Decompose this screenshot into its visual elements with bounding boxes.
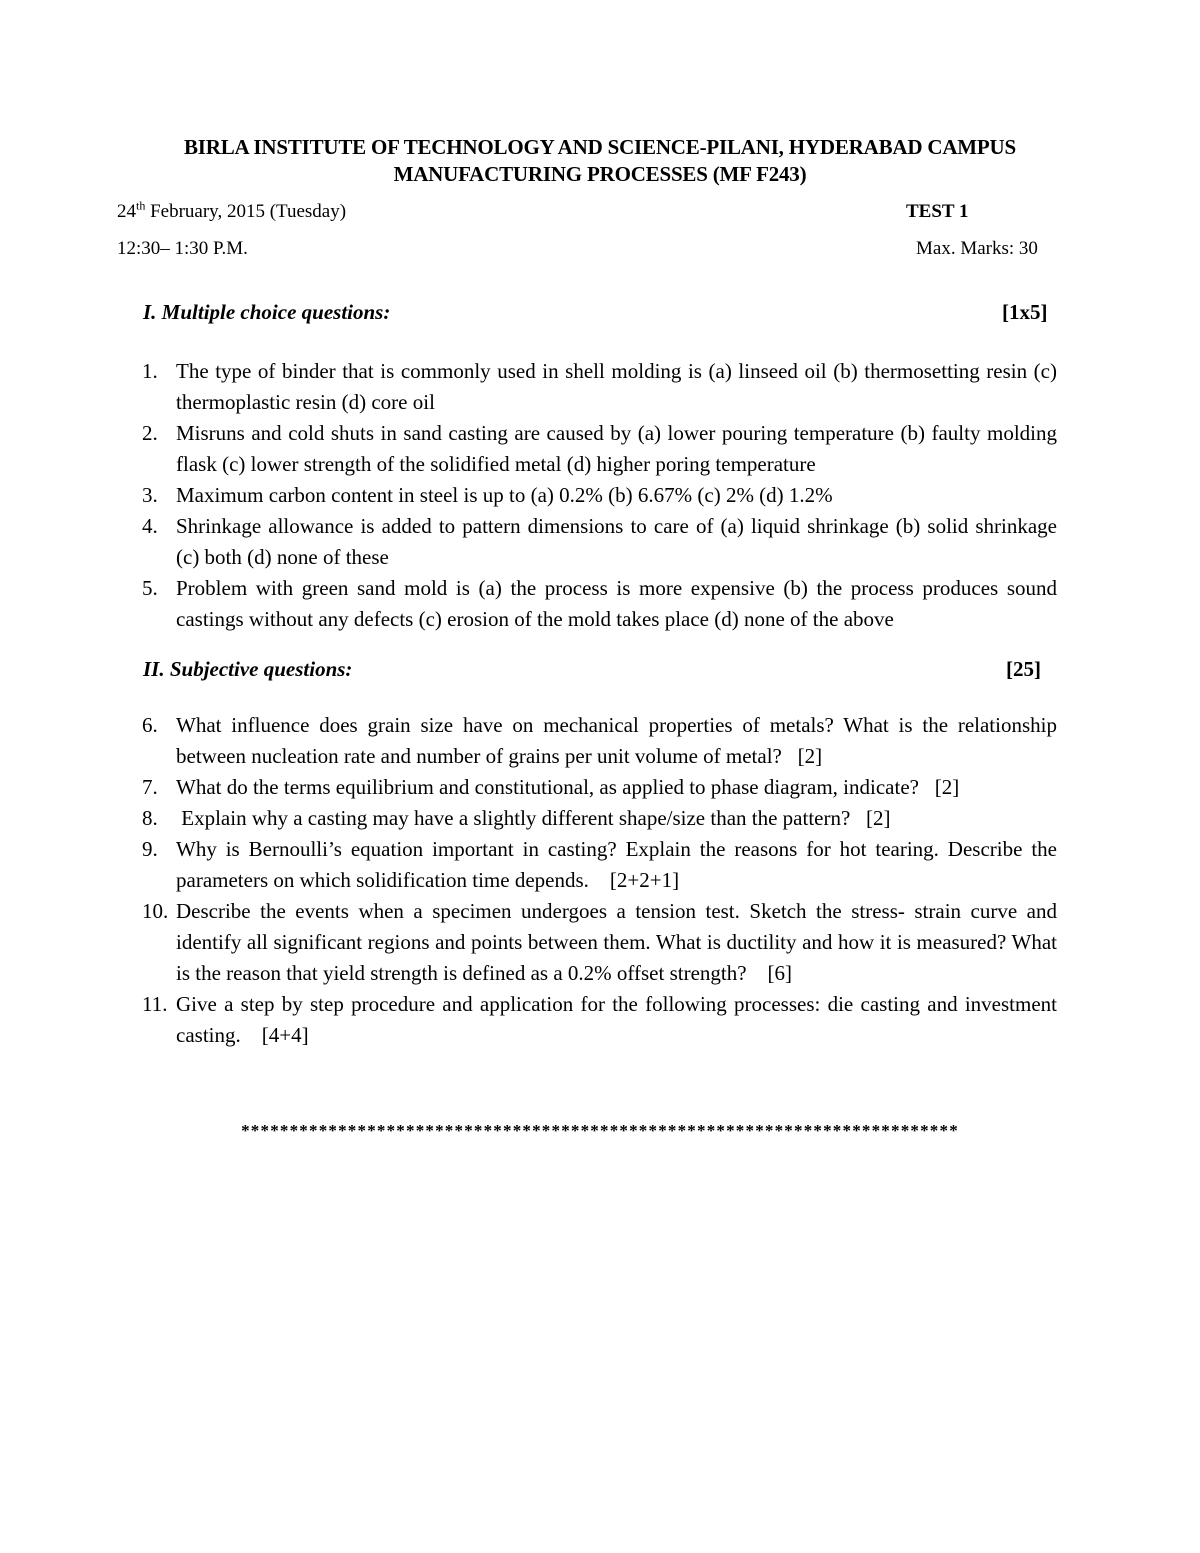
question-text: What influence does grain size have on mechanical properties of metals? What is the relationship between nucleation rate and number of grains per unit volume of metal? [2]	[176, 713, 1063, 768]
question-item	[0, 989, 1063, 1051]
question-item	[0, 356, 1057, 418]
question-number: 4.	[142, 514, 158, 538]
question-text: Give a step by step procedure and application for the following processes: die casting and investment casting. [4+4]	[176, 992, 1063, 1047]
question-item	[0, 803, 1057, 834]
question-text: Maximum carbon content in steel is up to (a) 0.2% (b) 6.67% (c) 2% (d) 1.2%	[176, 483, 833, 507]
question-text: Misruns and cold shuts in sand casting are caused by (a) lower pouring temperature (b) faulty molding flask (c) lower strength of the solidified metal (d) higher poring temperature	[176, 421, 1057, 476]
mcq-list	[0, 356, 1200, 635]
date-ordinal: th	[136, 198, 146, 213]
question-number: 9.	[142, 837, 158, 861]
question-item	[0, 511, 1057, 573]
exam-date	[117, 198, 347, 223]
question-item	[0, 896, 1063, 989]
question-text: What do the terms equilibrium and constitutional, as applied to phase diagram, indicate? [2]	[176, 775, 960, 799]
section-1-marks: [1x5]	[1002, 300, 1048, 324]
question-item	[0, 710, 1063, 772]
question-number: 10.	[142, 899, 169, 923]
date-day: 24	[117, 201, 136, 222]
max-marks: Max. Marks: 30	[916, 238, 1038, 259]
question-number: 8.	[142, 806, 158, 830]
question-number: 11.	[142, 992, 168, 1016]
question-text: Explain why a casting may have a slightly different shape/size than the pattern? [2]	[176, 806, 891, 830]
question-number: 5.	[142, 576, 158, 600]
question-item	[0, 573, 1057, 635]
question-text: Why is Bernoulli’s equation important in casting? Explain the reasons for hot tearing. Describe the parameters on which solidification time depends. [2+2+1]	[176, 837, 1063, 892]
question-number: 6.	[142, 713, 158, 737]
question-number: 2.	[142, 421, 158, 445]
question-text: Describe the events when a specimen undergoes a tension test. Sketch the stress- strain curve and identify all significant regions and points between them. What is ductility and how it is measured? What is the reason that yield strength is defined as a 0.2% offset strength? [6]	[176, 899, 1063, 985]
end-of-paper-stars: **************************************************************************	[241, 1121, 959, 1140]
date-rest: February, 2015 (Tuesday)	[145, 201, 347, 222]
course-title: MANUFACTURING PROCESSES (MF F243)	[393, 162, 807, 186]
question-item	[0, 480, 1057, 511]
institution-title: BIRLA INSTITUTE OF TECHNOLOGY AND SCIENCE-PILANI, HYDERABAD CAMPUS	[184, 135, 1016, 159]
subjective-list	[0, 710, 1200, 1051]
question-item	[0, 834, 1063, 896]
test-label: TEST 1	[906, 201, 969, 222]
question-text: The type of binder that is commonly used in shell molding is (a) linseed oil (b) thermosetting resin (c) thermoplastic resin (d) core oil	[176, 359, 1057, 414]
section-2-marks: [25]	[1006, 657, 1041, 681]
question-number: 7.	[142, 775, 158, 799]
question-text: Shrinkage allowance is added to pattern dimensions to care of (a) liquid shrinkage (b) solid shrinkage (c) both (d) none of these	[176, 514, 1057, 569]
question-text: Problem with green sand mold is (a) the process is more expensive (b) the process produces sound castings without any defects (c) erosion of the mold takes place (d) none of the above	[176, 576, 1057, 631]
question-item	[0, 418, 1057, 480]
question-number: 1.	[142, 359, 158, 383]
section-1-title: I. Multiple choice questions:	[143, 300, 391, 324]
question-item	[0, 772, 1057, 803]
section-2-title: II. Subjective questions:	[143, 657, 353, 681]
question-number: 3.	[142, 483, 158, 507]
exam-time: 12:30– 1:30 P.M.	[117, 238, 248, 259]
